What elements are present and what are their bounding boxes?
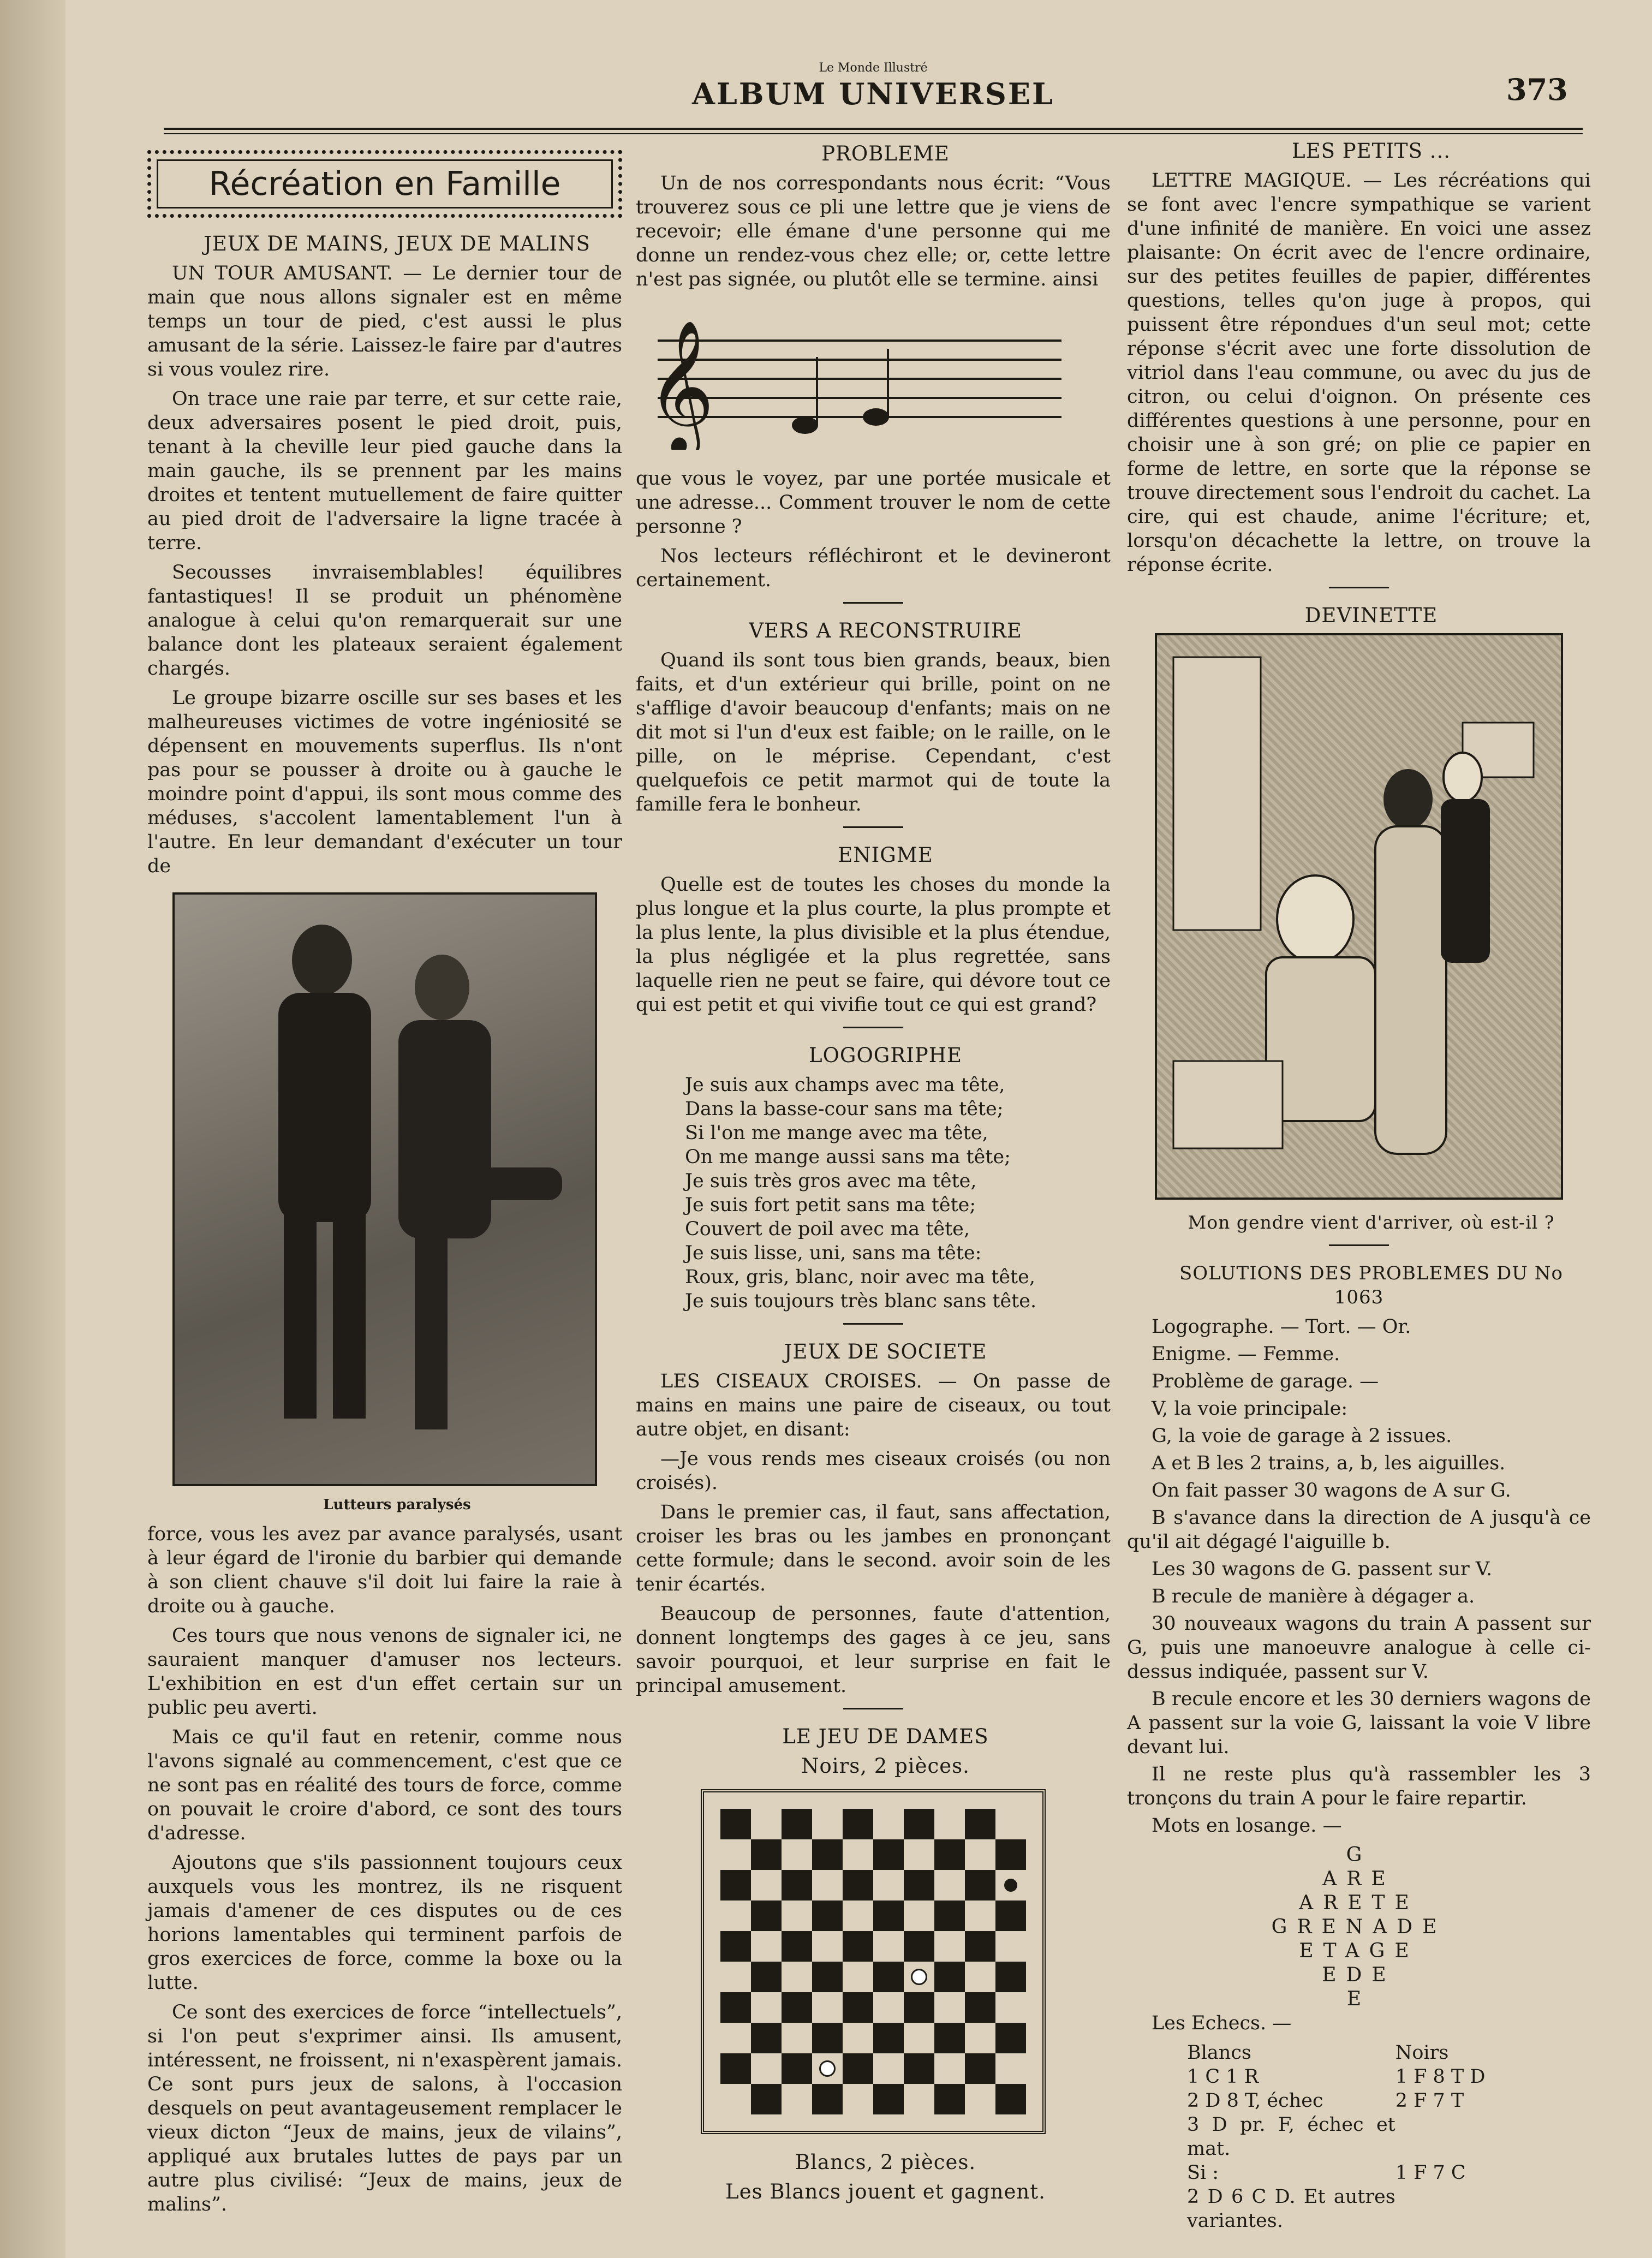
- board-square: [873, 1809, 904, 1839]
- board-square: [782, 1931, 812, 1962]
- board-square: [782, 1962, 812, 1992]
- board-square: [751, 1809, 782, 1839]
- solution-line: G, la voie de garage à 2 issues.: [1152, 1425, 1452, 1447]
- probleme-title: PROBLEME: [821, 142, 950, 165]
- checkers-board: [701, 1789, 1046, 2134]
- board-square: [720, 1992, 751, 2023]
- poem-line: Je suis lisse, uni, sans ma tête:: [685, 1242, 982, 1264]
- board-square: [965, 1870, 995, 1900]
- separator: [1329, 587, 1389, 588]
- societe-title: JEUX DE SOCIETE: [784, 1340, 987, 1363]
- board-square: [720, 1839, 751, 1870]
- middle-column: [636, 142, 1111, 2209]
- poem-line: Je suis aux champs avec ma tête,: [685, 1074, 1005, 1096]
- board-square: [904, 2084, 934, 2114]
- board-square: [934, 1900, 965, 1931]
- board-square: [843, 1962, 873, 1992]
- board-square: [751, 1870, 782, 1900]
- solution-line: V, la voie principale:: [1152, 1398, 1348, 1420]
- board-square: [934, 2053, 965, 2084]
- board-square: [843, 2084, 873, 2114]
- board-square: [965, 1992, 995, 2023]
- echecs-row: [1187, 2113, 1591, 2161]
- paragraph: Mais ce qu'il faut en retenir, comme nous l'avons signalé au commencement, c'est que ce ne sont pas en réalité des tours de force, comme on pouvait le croire d'abord, ce sont des tours d'adresse.: [147, 1726, 622, 1844]
- board-square: [904, 1870, 934, 1900]
- white-checker-piece: [911, 1969, 927, 1985]
- board-square: [843, 1809, 873, 1839]
- echecs-table: [1187, 2041, 1591, 2233]
- board-square: [751, 1962, 782, 1992]
- paragraph: Ces tours que nous venons de signaler ici, ne sauraient manquer d'amuser nos lecteurs. L'exhibition en est d'un effet certain sur un public peu averti.: [147, 1625, 622, 1719]
- board-square: [782, 1870, 812, 1900]
- logogriphe-title: LOGOGRIPHE: [809, 1044, 962, 1067]
- board-square: [782, 2084, 812, 2114]
- diamond-row: EDE: [1322, 1964, 1396, 1986]
- svg-text:𝄞: 𝄞: [647, 319, 715, 450]
- echecs-row: [1187, 2185, 1591, 2233]
- enigme-text: Quelle est de toutes les choses du monde la plus longue et la plus courte, la plus prompte et la plus lente, la plus divisible et la plus étendue, la plus négligée et la plus regrettée, sans laquelle rien ne peut se faire, qui dévore tout ce qui est petit et qui vivifie tout ce qui est grand?: [636, 874, 1111, 1016]
- left-column: [147, 150, 622, 2222]
- board-square: [873, 1839, 904, 1870]
- board-square: [904, 1839, 934, 1870]
- board-square: [812, 1870, 843, 1900]
- board-square: [904, 2023, 934, 2053]
- board-square: [782, 1992, 812, 2023]
- separator: [843, 826, 903, 828]
- probleme-text-1: Un de nos correspondants nous écrit: “Vous trouverez sous ce pli une lettre que je viens de recevoir; elle émane d'une personne qui me donne un rendez-vous chez elle; or, cette lettre n'est pas signée, ou plutôt elle se termine. ainsi: [636, 172, 1111, 290]
- board-square: [873, 1900, 904, 1931]
- board-square: [934, 1839, 965, 1870]
- board-square: [782, 1839, 812, 1870]
- black-checker-piece: [1004, 1909, 1017, 1922]
- board-square: [995, 2023, 1026, 2053]
- board-square: [904, 1809, 934, 1839]
- echecs-row: [1187, 2089, 1591, 2113]
- poem-line: Je suis toujours très blanc sans tête.: [685, 1290, 1037, 1312]
- mots-losange-title: Mots en losange. —: [1152, 1815, 1342, 1837]
- board-square: [995, 2053, 1026, 2084]
- board-square: [720, 1962, 751, 1992]
- dames-blancs-label: Blancs, 2 pièces.: [795, 2150, 976, 2174]
- board-square: [812, 1992, 843, 2023]
- board-square: [751, 1839, 782, 1870]
- separator: [1329, 1244, 1389, 1246]
- echecs-move: Si :: [1187, 2162, 1219, 2184]
- poem-line: Je suis très gros avec ma tête,: [685, 1170, 977, 1192]
- solution-line: B recule de manière à dégager a.: [1152, 1586, 1475, 1607]
- solution-line: B s'avance dans la direction de A jusqu'à ce qu'il ait dégagé l'aiguille b.: [1127, 1507, 1591, 1553]
- board-square: [720, 2023, 751, 2053]
- solution-line: On fait passer 30 wagons de A sur G.: [1152, 1480, 1511, 1502]
- photo-caption: Lutteurs paralysés: [323, 1497, 471, 1513]
- paragraph: UN TOUR AMUSANT. — Le dernier tour de main que nous allons signaler est en même temps un tour de pied, c'est aussi le plus amusant de la série. Laissez-le faire par d'autres si vous voulez rire.: [147, 263, 622, 380]
- board-square: [934, 1809, 965, 1839]
- board-square: [812, 2053, 843, 2084]
- right-column: [1127, 139, 1591, 2233]
- solution-line: Problème de garage. —: [1152, 1371, 1379, 1392]
- vers-text: Quand ils sont tous bien grands, beaux, bien faits, et d'un extérieur qui brille, point on ne s'afflige d'avoir beaucoup d'enfants; mais on ne dit mot si l'un d'eux est faible; on le raille, on le pille, on le méprise. Cependant, c'est quelquefois ce petit marmot qui de toute la famille fera le bonheur.: [636, 650, 1111, 815]
- paragraph: Secousses invraisemblables! équilibres fantastiques! Il se produit un phénomène analogue à celui qu'on remarquerait sur une balance dont les plateaux seraient également chargés.: [147, 562, 622, 680]
- board-square: [934, 1992, 965, 2023]
- board-square: [904, 2053, 934, 2084]
- board-square: [934, 1870, 965, 1900]
- board-square: [995, 2084, 1026, 2114]
- board-square: [904, 1992, 934, 2023]
- header-publication: Le Monde Illustré: [819, 61, 928, 75]
- petits-title: LES PETITS ...: [1292, 139, 1451, 163]
- left-top-text: [147, 261, 622, 878]
- board-square: [995, 1900, 1026, 1931]
- echecs-move: 1 C 1 R: [1187, 2066, 1259, 2088]
- poem-line: Si l'on me mange avec ma tête,: [685, 1122, 988, 1144]
- board-square: [995, 1962, 1026, 1992]
- black-checker-piece: [1004, 1879, 1017, 1892]
- echecs-move: 2 F 7 T: [1395, 2090, 1464, 2112]
- echecs-move: 1 F 7 C: [1395, 2162, 1466, 2184]
- board-square: [782, 1809, 812, 1839]
- diamond-row: GRENADE: [1271, 1916, 1447, 1938]
- devinette-title: DEVINETTE: [1304, 604, 1438, 627]
- board-square: [751, 1900, 782, 1931]
- board-square: [904, 1962, 934, 1992]
- family-scene-illustration: [1157, 635, 1561, 1197]
- board-square: [751, 2084, 782, 2114]
- board-square: [812, 1839, 843, 1870]
- board-square: [751, 1992, 782, 2023]
- board-square: [965, 1962, 995, 1992]
- dames-footer: Les Blancs jouent et gagnent.: [725, 2180, 1046, 2203]
- echecs-noirs-header: Noirs: [1395, 2042, 1449, 2064]
- probleme-text-3: Nos lecteurs réfléchiront et le devineront certainement.: [636, 545, 1111, 591]
- board-square: [812, 1962, 843, 1992]
- board-square: [965, 1900, 995, 1931]
- separator: [843, 1027, 903, 1028]
- board-square: [843, 2023, 873, 2053]
- solution-line: Les 30 wagons de G. passent sur V.: [1152, 1558, 1493, 1580]
- separator: [843, 602, 903, 604]
- solutions-text: [1127, 1315, 1591, 1810]
- board-square: [934, 1931, 965, 1962]
- board-square: [843, 1900, 873, 1931]
- board-square: [965, 1809, 995, 1839]
- devinette-illustration: [1155, 633, 1563, 1200]
- board-square: [995, 1992, 1026, 2023]
- vers-title: VERS A RECONSTRUIRE: [749, 619, 1022, 642]
- white-checker-piece: [819, 2060, 836, 2077]
- board-square: [995, 1870, 1026, 1900]
- probleme-text-2: que vous le voyez, par une portée musicale et une adresse... Comment trouver le nom de cette personne ?: [636, 468, 1111, 538]
- board-square: [812, 1900, 843, 1931]
- board-square: [812, 1809, 843, 1839]
- board-square: [873, 2023, 904, 2053]
- echecs-blancs-header: Blancs: [1187, 2042, 1251, 2064]
- board-square: [965, 2053, 995, 2084]
- board-square: [873, 1870, 904, 1900]
- board-square: [751, 1931, 782, 1962]
- page-binding-edge: [0, 0, 65, 2258]
- dames-noirs-label: Noirs, 2 pièces.: [801, 1754, 970, 1778]
- poem-line: Roux, gris, blanc, noir avec ma tête,: [685, 1266, 1035, 1288]
- paragraph: Ce sont des exercices de force “intellectuels”, si l'on peut s'exprimer ainsi. Ils amusent, intéressent, ne froissent, ni n'exaspèrent jamais. Ce sont purs jeux de salons, à l'occasion desquels on peut avantageusement remplacer le vieux dicton “Jeux de mains, jeux de vilains”, appliqué aux brutales luttes de pays par un autre plus civilisé: “Jeux de mains, jeux de malins”.: [147, 2001, 622, 2215]
- paragraph: Dans le premier cas, il faut, sans affectation, croiser les bras ou les jambes en prononçant cette formule; dans le second. avoir soin de les tenir écartés.: [636, 1502, 1111, 1595]
- board-square: [782, 2023, 812, 2053]
- solution-line: Il ne reste plus qu'à rassembler les 3 tronçons du train A pour le faire repartir.: [1127, 1763, 1591, 1809]
- poem-line: Dans la basse-cour sans ma tête;: [685, 1098, 1004, 1120]
- poem-line: On me mange aussi sans ma tête;: [685, 1146, 1011, 1168]
- board-square: [812, 1931, 843, 1962]
- board-square: [873, 2084, 904, 2114]
- board-square: [720, 2084, 751, 2114]
- board-square: [843, 1931, 873, 1962]
- musical-staff: [636, 308, 1061, 450]
- echecs-move: 2 D 8 T, échec: [1187, 2090, 1323, 2112]
- header-rule: [164, 128, 1583, 130]
- diamond-row: ARE: [1322, 1868, 1395, 1890]
- board-square: [873, 1992, 904, 2023]
- echecs-move: 2 D 6 C D. Et autres variantes.: [1187, 2186, 1395, 2232]
- solutions-title: SOLUTIONS DES PROBLEMES DU No 1063: [1179, 1262, 1563, 1308]
- board-square: [934, 2084, 965, 2114]
- board-square: [843, 1870, 873, 1900]
- board-square: [720, 1900, 751, 1931]
- board-square: [843, 1992, 873, 2023]
- board-square: [812, 2023, 843, 2053]
- board-square: [995, 1931, 1026, 1962]
- logogriphe-poem: [636, 1073, 1111, 1313]
- recreation-title: Récréation en Famille: [157, 159, 613, 208]
- echecs-move: [1395, 2185, 1591, 2233]
- echecs-move: 1 F 8 T D: [1395, 2066, 1486, 2088]
- board-square: [751, 2023, 782, 2053]
- solution-line: A et B les 2 trains, a, b, les aiguilles.: [1152, 1452, 1506, 1474]
- board-square: [904, 1900, 934, 1931]
- paragraph: force, vous les avez par avance paralysés, usant à leur égard de l'ironie du barbier qui demande à son client chauve s'il doit lui faire la raie à droite ou à gauche.: [147, 1523, 622, 1617]
- paragraph: On trace une raie par terre, et sur cette raie, deux adversaires posent le pied droit, puis, tenant à la cheville leur pied gauche dans la main gauche, ils se prennent par les mains droites et tentent mutuellement de faire quitter au pied droit de l'adversaire la ligne tracée à terre.: [147, 388, 622, 554]
- enigme-title: ENIGME: [838, 843, 933, 867]
- board-square: [934, 2023, 965, 2053]
- echecs-title: Les Echecs. —: [1152, 2012, 1292, 2034]
- word-diamond: [1127, 1843, 1591, 2011]
- board-square: [720, 2053, 751, 2084]
- devinette-caption: Mon gendre vient d'arriver, où est-il ?: [1188, 1212, 1555, 1233]
- poem-line: Je suis fort petit sans ma tête;: [685, 1194, 976, 1216]
- page-number: 373: [1506, 72, 1568, 107]
- board-square: [965, 2023, 995, 2053]
- paragraph: Ajoutons que s'ils passionnent toujours ceux auxquels vous les montrez, ils ne risquent jamais d'amener de ces disputes ou de ces horions lamentables qui terminent parfois de gros exercices de force, comme la boxe ou la lutte.: [147, 1852, 622, 1994]
- header-rule-thin: [164, 133, 1583, 134]
- paragraph: Beaucoup de personnes, faute d'attention, donnent longtemps des gages à ce jeu, sans savoir pourquoi, et leur surprise en fait le principal amusement.: [636, 1603, 1111, 1697]
- board-square: [965, 1839, 995, 1870]
- board-square: [965, 1931, 995, 1962]
- board-square: [812, 2084, 843, 2114]
- solution-line: B recule encore et les 30 derniers wagons de A passent sur la voie G, laissant la voie V libre devant lui.: [1127, 1688, 1591, 1758]
- board-square: [843, 1839, 873, 1870]
- diamond-row: ETAGE: [1299, 1940, 1419, 1962]
- board-square: [934, 1962, 965, 1992]
- section-title-jeux-de-mains: JEUX DE MAINS, JEUX DE MALINS: [204, 232, 591, 255]
- dames-title: LE JEU DE DAMES: [782, 1725, 989, 1748]
- recreation-title-box: [147, 150, 622, 218]
- paragraph: —Je vous rends mes ciseaux croisés (ou non croisés).: [636, 1448, 1111, 1494]
- poem-line: Couvert de poil avec ma tête,: [685, 1218, 970, 1240]
- left-bottom-text: [147, 1522, 622, 2217]
- board-square: [782, 2053, 812, 2084]
- separator: [843, 1708, 903, 1709]
- solution-line: Logographe. — Tort. — Or.: [1152, 1316, 1411, 1338]
- board-square: [904, 1931, 934, 1962]
- echecs-move: 3 D pr. F, échec et mat.: [1187, 2114, 1395, 2160]
- separator: [843, 1323, 903, 1325]
- echecs-move: [1395, 2113, 1591, 2161]
- paragraph: LES CISEAUX CROISES. — On passe de mains en mains une paire de ciseaux, ou tout autre objet, en disant:: [636, 1371, 1111, 1440]
- board-square: [720, 1870, 751, 1900]
- echecs-row: [1187, 2065, 1591, 2089]
- board-square: [995, 1809, 1026, 1839]
- board-square: [782, 1900, 812, 1931]
- wrestlers-illustration: [175, 895, 595, 1484]
- solution-line: 30 nouveaux wagons du train A passent sur G, puis une manoeuvre analogue à celle ci-dessus indiquée, passent sur V.: [1127, 1613, 1591, 1683]
- solution-line: Enigme. — Femme.: [1152, 1343, 1340, 1365]
- diamond-row: E: [1346, 1988, 1371, 2010]
- board-square: [873, 2053, 904, 2084]
- board-square: [995, 1839, 1026, 1870]
- board-square: [965, 2084, 995, 2114]
- board-square: [720, 1931, 751, 1962]
- board-square: [720, 1809, 751, 1839]
- diamond-row: G: [1346, 1844, 1372, 1866]
- echecs-row: [1187, 2161, 1591, 2185]
- paragraph: Le groupe bizarre oscille sur ses bases et les malheureuses victimes de votre ingéniosité se dépensent en mouvements superflus. Ils n'ont pas pour se pousser à droite ou à gauche le moindre point d'appui, ils sont mous comme des méduses, s'accolent lamentablement l'un à l'autre. En leur demandant d'exécuter un tour de: [147, 687, 622, 877]
- header-title: ALBUM UNIVERSEL: [692, 76, 1054, 111]
- board-square: [873, 1962, 904, 1992]
- societe-text: [636, 1369, 1111, 1698]
- photo-lutteurs: [172, 892, 597, 1486]
- diamond-row: ARETE: [1299, 1892, 1419, 1914]
- board-square: [873, 1931, 904, 1962]
- board-square: [843, 2053, 873, 2084]
- lettre-magique-text: LETTRE MAGIQUE. — Les récréations qui se font avec l'encre sympathique se varient d'une infinité de manière. En voici une assez plaisante: On écrit avec de l'encre ordinaire, sur des petites feuilles de papier, différentes questions, telles qu'on juge à propos, qui puissent être répondues d'un seul mot; cette réponse s'écrit avec une forte dissolution de vitriol dans l'eau commune, ou avec du jus de citron, ou celui d'oignon. On présente ces différentes questions à une personne, pour en choisir une à son gré; on plie ce papier en forme de lettre, en sorte que la réponse se trouve directement sous l'endroit du cachet. La cire, qui est chaude, anime l'écriture; et, lorsqu'on décachette la lettre, on trouve la réponse écrite.: [1127, 170, 1591, 576]
- board-square: [751, 2053, 782, 2084]
